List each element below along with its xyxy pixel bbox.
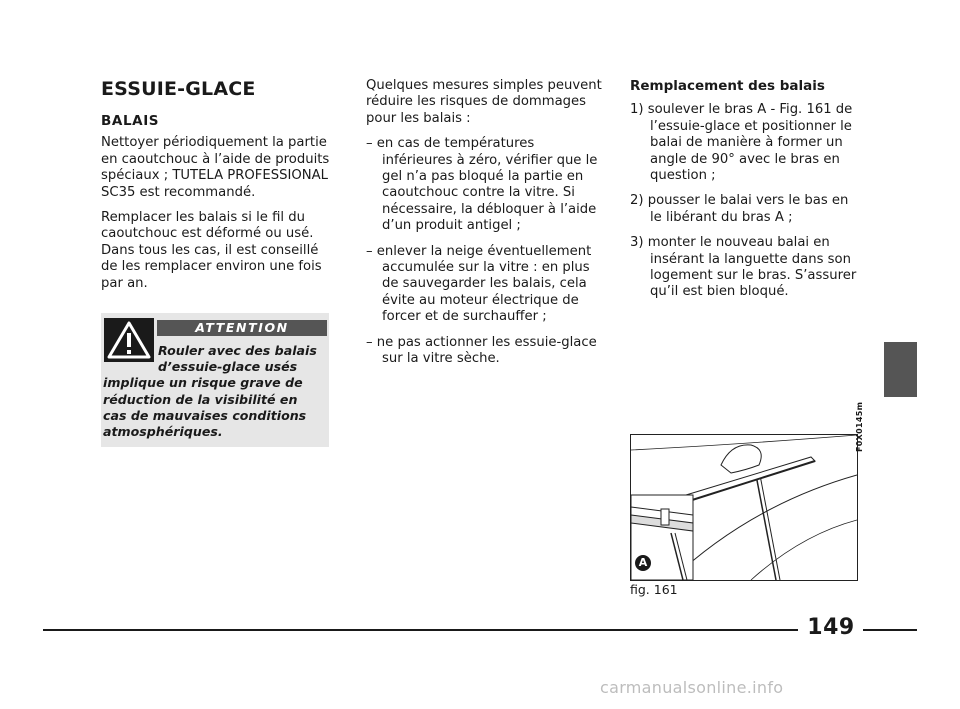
figure-label-a: A — [638, 556, 648, 569]
list-item: – enlever la neige éventuellement accumulée sur la vitre : en plus de sauvegarder les balais, cela évite au moteur électrique de forcer et de surchauffer ; — [366, 243, 592, 325]
figure-code: F0X0145m — [855, 401, 864, 452]
step-item: 2) pousser le balai vers le bas en le libérant du bras A ; — [630, 193, 849, 225]
warning-box — [101, 313, 329, 447]
list-item: – en cas de températures inférieures à zéro, vérifier que le gel n’a pas bloqué la partie en caoutchouc contre la vitre. Si nécessaire, la débloquer à l’aide d’un produit antigel ; — [366, 136, 598, 234]
list-item: – ne pas actionner les essuie-glace sur la vitre sèche. — [366, 334, 597, 367]
figure-caption: fig. 161 — [630, 582, 678, 597]
warning-text-first: Rouler avec des balais d’essuie-glace usés — [158, 343, 317, 375]
footer-rule-left — [43, 629, 798, 631]
footer-rule-right — [863, 629, 917, 631]
wiper-drawing — [631, 435, 857, 580]
warning-text — [103, 343, 325, 440]
section-subtitle: BALAIS — [101, 113, 160, 129]
column-right — [630, 78, 862, 310]
paragraph-cleaning: Nettoyer périodiquement la partie en caoutchouc à l’aide de produits spéciaux ; TUTELA PROFESSIONAL SC35 est recommandé. — [101, 135, 330, 200]
warning-text-rest: implique un risque grave de réduction de la visibilité en cas de mauvaises conditions atmosphériques. — [103, 375, 307, 440]
column-middle — [366, 78, 606, 377]
intro-paragraph: Quelques mesures simples peuvent réduire les risques de dommages pour les balais : — [366, 78, 602, 126]
warning-banner: ATTENTION — [157, 320, 327, 336]
chapter-tab — [884, 342, 917, 397]
replacement-title: Remplacement des balais — [630, 78, 825, 94]
page-number: 149 — [807, 615, 855, 640]
column-left — [101, 78, 333, 301]
watermark: carmanualsonline.info — [600, 678, 784, 697]
step-item: 1) soulever le bras A - Fig. 161 de l’essuie-glace et positionner le balai de manière à former un angle de 90° avec le bras en question ; — [630, 102, 853, 184]
section-title: ESSUIE-GLACE — [101, 78, 256, 100]
wiper-illustration — [630, 434, 858, 581]
step-item: 3) monter le nouveau balai en insérant la languette dans son logement sur le bras. S’assurer qu’il est bien bloqué. — [630, 235, 857, 300]
paragraph-replace: Remplacer les balais si le fil du caoutchouc est déformé ou usé. Dans tous les cas, il est conseillé de les remplacer environ une fois par an. — [101, 210, 322, 291]
